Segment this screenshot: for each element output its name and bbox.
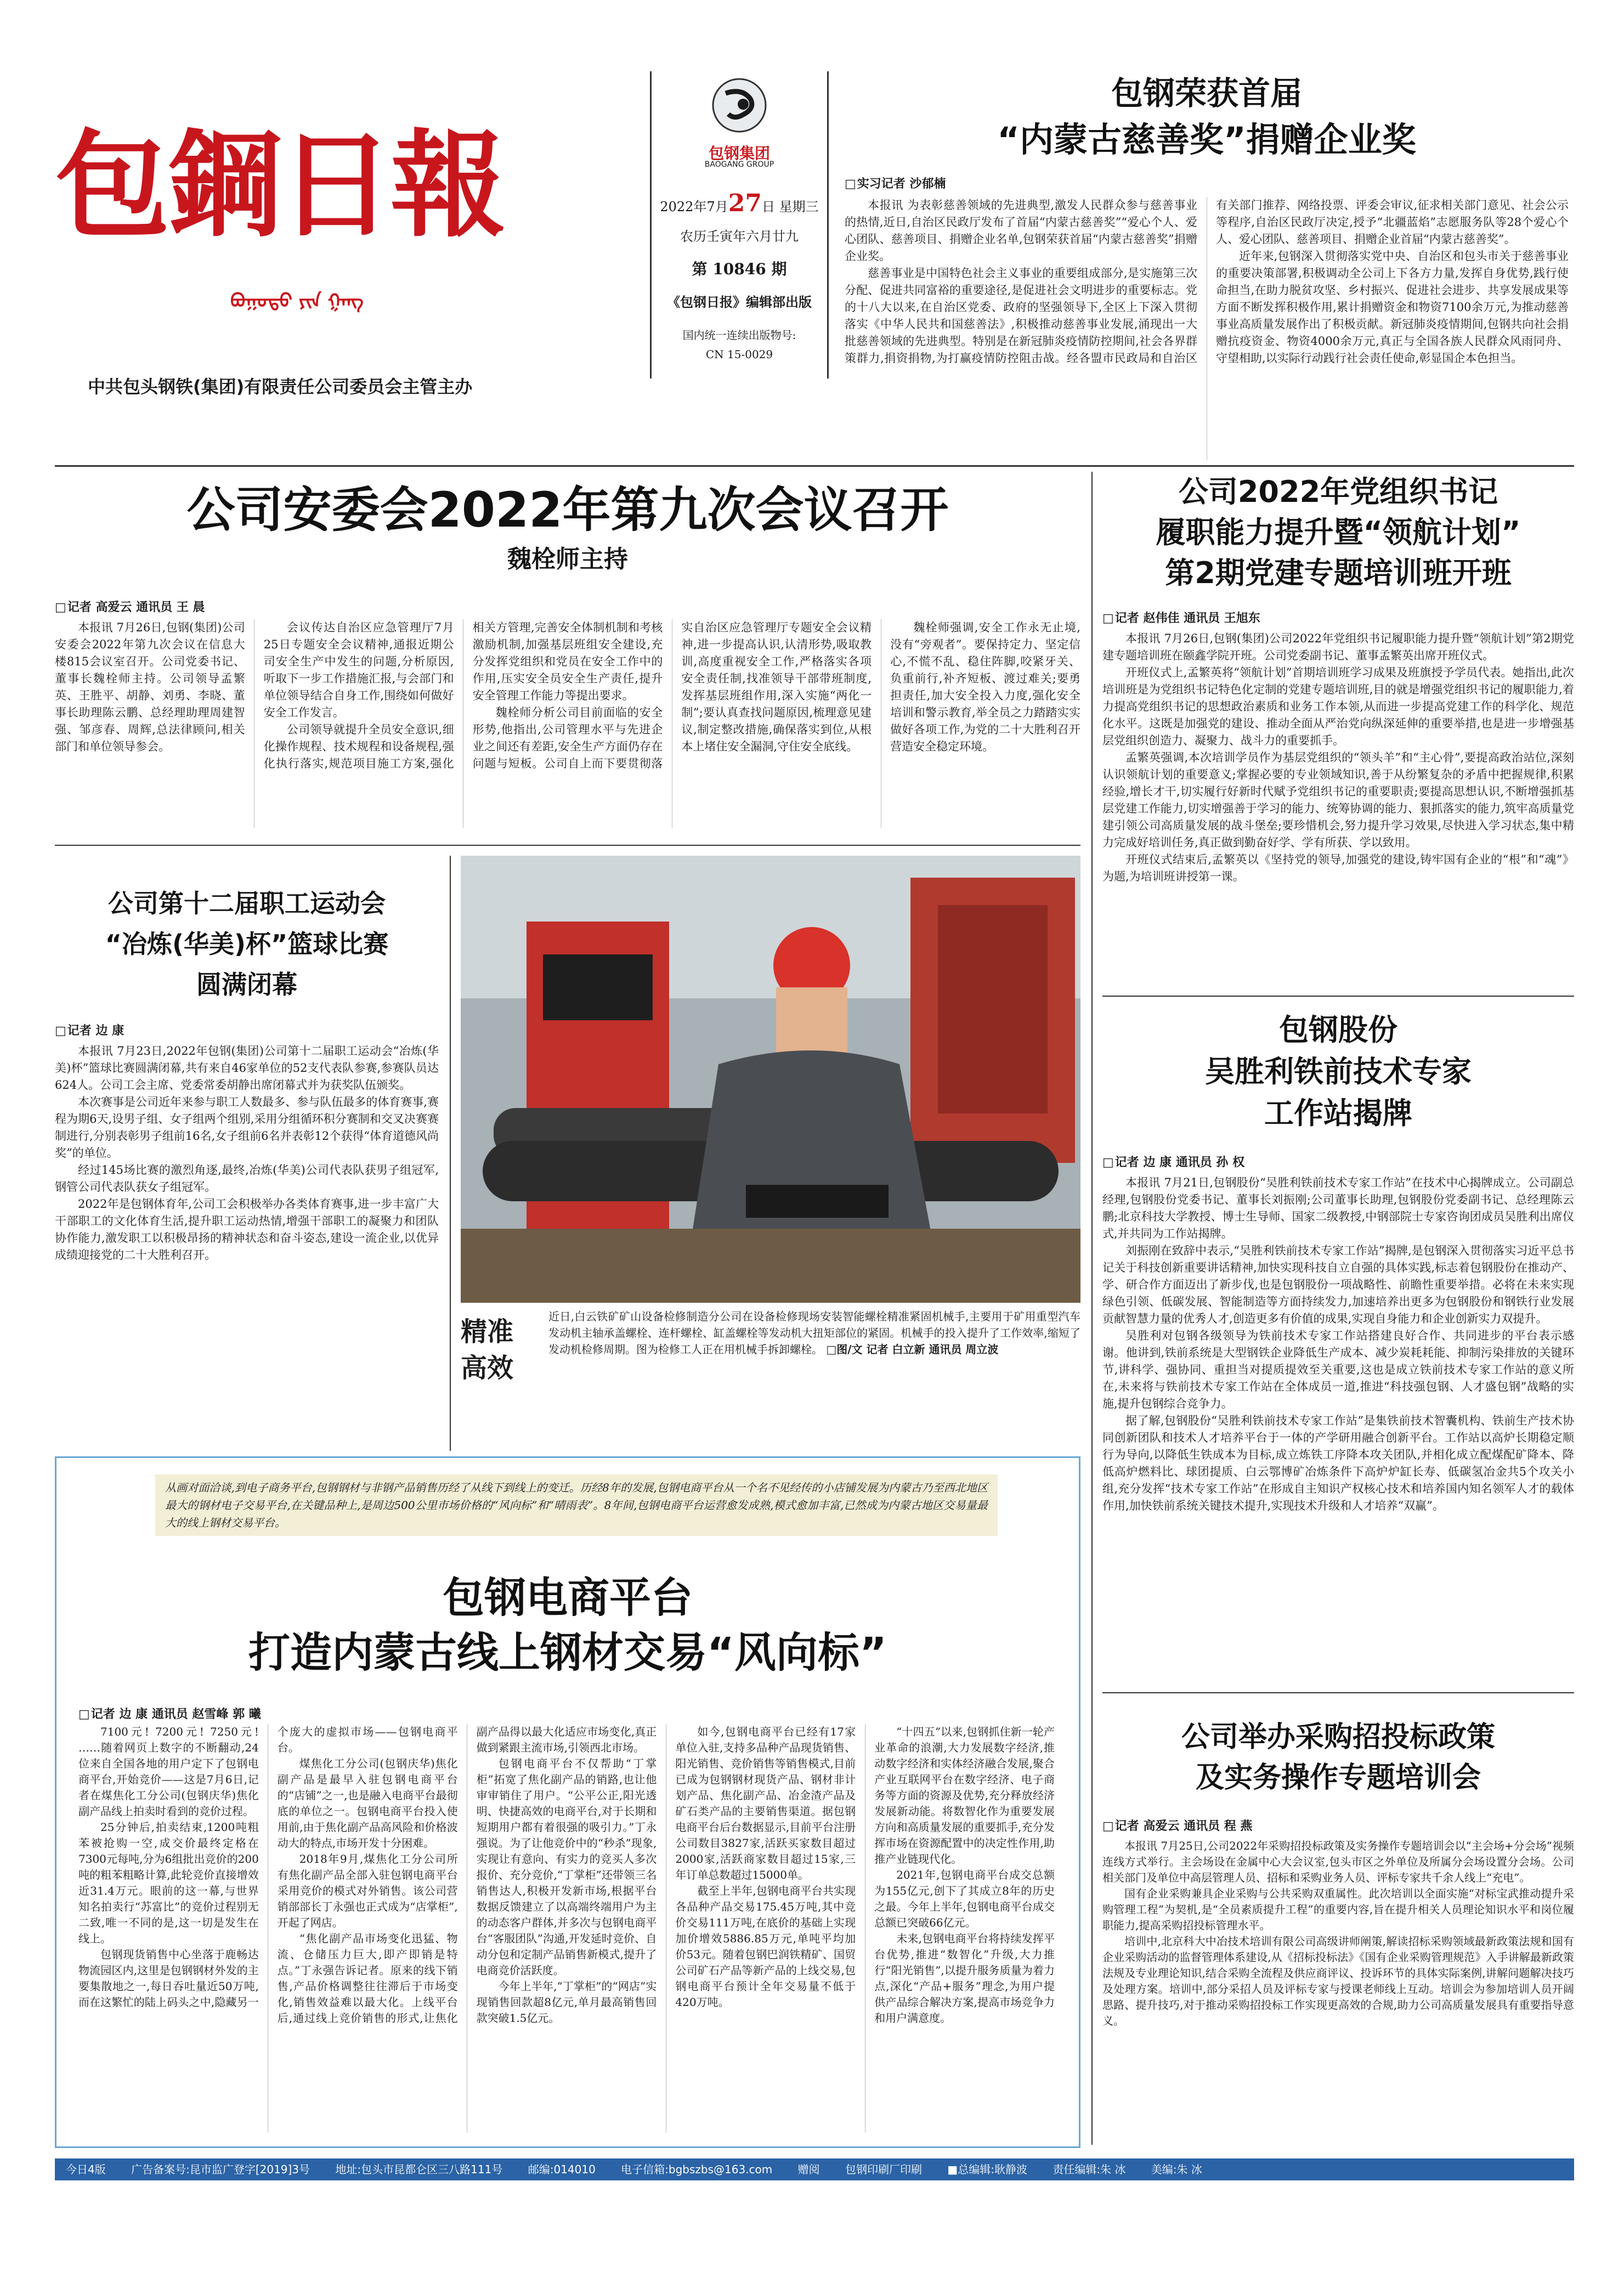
photo-caption-text: 近日,白云铁矿矿山设备检修制造分公司在设备检修现场安装智能螺栓精准紧固机械手,主要用于矿用重型汽车发动机主轴承盖螺栓、连杆螺栓、缸盖螺栓等发动机大扭矩部位的紧固。机械手的投入提升了工作效率,缩短了发动机检修周期。图为检修工人正在用机械手拆卸螺栓。 <box>548 1310 1080 1356</box>
basketball-paragraph: 本报讯 7月23日,2022年包钢(集团)公司第十二届职工运动会“冶炼(华美)杯”篮球比赛圆满闭幕,共有来自46家单位的52支代表队参赛,参赛队员达624人。公司工会主席、党委常委胡静出席闭幕式并为获奖队伍颁奖。 <box>55 1044 439 1092</box>
article-party <box>1102 472 1574 993</box>
training-paragraph: 本报讯 7月25日,公司2022年采购招投标政策及实务操作专题培训会以“主会场+分会场”视频连线方式举行。主会场设在金属中心大会议室,包头市区之外单位及所属分会场设置分会场。公司相关部门及单位中高层管理人员、招标和采购业务人员、评标专家共千余人线上“充电”。 <box>1102 1839 1574 1884</box>
charity-paragraph: 本报讯 为表彰慈善领域的先进典型,激发人民群众参与慈善事业的热情,近日,自治区民政厅发布了首届“内蒙古慈善奖”“爱心个人、爱心团队、慈善项目、捐赠企业名单,包钢荣获首届“内蒙古慈善奖”捐赠企业奖。 <box>845 199 1197 263</box>
charity-paragraph: 慈善事业是中国特色社会主义事业的重要组成部分,是实施第三次分配、促进共同富裕的重要途径,是促进社会文明进步的重要标志。党的十八大以来,在自治区党委、政府的坚强领导下,全区上下深入贯彻落实《中华人民共和国慈善法》,积极推动慈善事业发展,涌现出一大批慈善领域的先进典型。特别是在新冠肺炎疫情防控期间,社会各界群策群力,捐资捐物,为打赢疫情防控阻击战。经各盟市民政局和自治区有关部门推荐、网络投票、评委会审议,征求相关部门意见、社会公示等程序,自治区民政厅决定,授予“北疆蓝焰”志愿服务队等28个爱心个人、爱心团队、慈善项目、捐赠企业首届“内蒙古慈善奖”。 <box>845 199 1569 365</box>
divider <box>55 845 1080 846</box>
column-divider <box>450 856 451 1451</box>
article-training <box>1102 1717 1574 2145</box>
party-title-1: 公司2022年党组织书记 <box>1178 474 1498 509</box>
party-paragraph: 本报讯 7月26日,包钢(集团)公司2022年党组织书记履职能力提升暨“领航计划”第2期党建专题培训班在颐鑫学院开班。公司党委副书记、董事孟繁英出席开班仪式。 <box>1102 632 1574 662</box>
ecommerce-byline: □ 记者 边 康 通讯员 赵雪峰 郭 曦 <box>78 1705 261 1722</box>
footer-art-editor: 美编:朱 冰 <box>1151 2163 1202 2176</box>
training-paragraph: 国有企业采购兼具企业采购与公共采购双重属性。此次培训以全面实施“对标宝武推动提升采购管理工程”为契机,是“全员素质提升工程”的重要内容,旨在提升相关人员理论知识水平和岗位履职能力,提高采购招投标管理水平。 <box>1102 1887 1574 1932</box>
safety-subtitle: 魏栓师主持 <box>507 545 628 573</box>
footer-gift: 赠阅 <box>797 2163 820 2176</box>
footer-bar <box>55 2158 1574 2180</box>
publisher: 《包钢日报》编辑部出版 <box>667 294 812 310</box>
ecommerce-paragraph: “焦化副产品市场变化迅猛、物流、仓储压力巨大,即产即销是特点。”丁永强告诉记者。原来的线下销售,产品价格调整往往滞后于市场变化,销售效益难以最大化。上线平台后,通过线上竞价销售的形式,让焦化副产品得以最大化适应市场变化,真正做到紧跟主流市场,引领西北市场。 <box>277 1725 657 2025</box>
issue-info-box <box>650 71 829 378</box>
ecommerce-paragraph: 25分钟后,拍卖结束,1200吨粗苯被抢购一空,成交价最终定格在7300元每吨,分为6组批出竞价的200吨的粗苯粗略计算,此轮竞价直接增效近31.4万元。眼前的这一幕,与世界知名拍卖行“苏富比”的竞价过程别无二致,唯一不同的是,这一切是发生在线上。 <box>78 1821 259 1945</box>
expert-paragraph: 本报讯 7月21日,包钢股份“吴胜利铁前技术专家工作站”在技术中心揭牌成立。公司副总经理,包钢股份党委书记、董事长刘振刚;公司董事长助理,包钢股份党委副书记、总经理陈云鹏;北京科技大学教授、博士生导师、国家二级教授,中钢部院士专家咨询团成员吴胜利出席仪式,并共同为工作站揭牌。 <box>1102 1176 1574 1240</box>
basketball-title-3: 圆满闭幕 <box>196 970 297 999</box>
safety-paragraph: 魏栓师分析公司目前面临的安全形势,他指出,公司管理水平与先进企业之间还有差距,安全生产方面仍存在问题与短板。公司自上而下要贯彻落实自治区应急管理厅专题安全会议精神,进一步提高认识,认清形势,吸取教训,高度重视安全工作,严格落实各项安全责任制,找准领导干部带班制度,发挥基层班组作用,深入实施“两化一制”;要认真查找问题原因,梳理意见建议,制定整改措施,确保落实到位,从根本上堵住安全漏洞,守住安全底线。 <box>472 621 872 770</box>
date-month: 2022年7月 <box>660 199 728 214</box>
safety-paragraph: 会议传达自治区应急管理厅7月25日专题安全会议精神,通报近期公司安全生产中发生的问题,分析原因,听取下一步工作措施汇报,与会部门和单位领导结合自身工作,围绕如何做好安全工作发言。 <box>263 621 454 719</box>
ecommerce-paragraph: 包钢电商平台不仅帮助“丁掌柜”拓宽了焦化副产品的销路,也让他审审销住了用户。“公平公正,阳光透明、快捷高效的电商平台,对于长期和短期用户都有着很强的吸引力。”丁永强说。为了让他竞价中的“秒杀”现象,实现让有意向、有实力的竞买人多次报价、充分竞价,“丁掌柜”还带领三名销售达人,积极开发新市场,根据平台数据反馈建立了以高端终端用户为主的动态客户群体,并多次与包钢电商平台“客服团队”沟通,开发延时竞价、自动分包和定制产品销售新模式,提升了电商竞价活跃度。 <box>476 1757 657 1977</box>
baogang-logo-icon <box>704 77 775 137</box>
footer-editor: 责任编辑:朱 冰 <box>1053 2163 1126 2176</box>
party-paragraph: 孟繁英强调,本次培训学员作为基层党组织的“领头羊”和“主心骨”,要提高政治站位,深刻认识领航计划的重要意义;掌握必要的专业领域知识,善于从纷繁复杂的矛盾中把握规律,积累经验,增长才干,切实履行好新时代赋予党组织书记的重要职责;要提高思想认识,不断增强抓基层党建工作能力,切实增强善于学习的能力、统筹协调的能力、狠抓落实的能力,筑牢高质量党建引领公司高质量发展的战斗堡垒;要珍惜机会,努力提升学习效果,尽快进入学习状态,集中精力完成好培训任务,真正做到勤奋好学、学有所获、学以致用。 <box>1102 751 1574 849</box>
divider <box>55 465 1574 467</box>
ecommerce-title-1: 包钢电商平台 <box>443 1573 693 1622</box>
party-title-2: 履职能力提升暨“领航计划” <box>1156 515 1521 550</box>
expert-paragraph: 据了解,包钢股份“吴胜利铁前技术专家工作站”是集铁前技术智囊机构、铁前生产技术协同创新团队和技术人才培养平台于一体的产学研用融合创新平台。工作站以高炉长期稳定顺行为导向,以降低生铁成本为目标,成立炼铁工序降本攻关团队,并相化成立配煤配矿降本、降低高炉燃料比、球团提质、白云鄂博矿冶炼条件下高炉炉缸长寿、低碳氢冶金共5个攻关小组,充分发挥“技术专家工作站”在形成自主知识产权核心技术和培养国内知名领军人才的载体作用,加快铁前系统关键技术提升,实现技术升级和人才培养“双赢”。 <box>1102 1414 1574 1512</box>
charity-paragraph: 近年来,包钢深入贯彻落实党中央、自治区和包头市关于慈善事业的重要决策部署,积极调动全公司上下各方力量,发挥自身优势,践行使命担当,在助力脱贫攻坚、乡村振兴、促进社会进步、共享发展成果等方面不断发挥积极作用,累计捐赠资金和物资7100余万元,为推动慈善事业高质量发展作出了积极贡献。新冠肺炎疫情期间,包钢共向社会捐赠抗疫资金、物资4000余万元,真正与全国各族人民群众风雨同舟、守望相助,以实际行动践行社会责任使命,彰显国企本色担当。 <box>1216 250 1569 365</box>
issue-number: 第 10846 期 <box>692 260 787 278</box>
photo-credit: □图/文 记者 白立新 通讯员 周立波 <box>826 1343 999 1356</box>
training-paragraph: 培训中,北京科大中冶技术培训有限公司高级讲师阐策,解读招标采购领域最新政策法规和国有企业采购活动的监督管理体系建设,从《招标投标法》《国有企业采购管理规范》入手讲解最新政策法规及专业理论知识,结合采购全流程及供应商评议、投诉环节的具体实际案例,讲解问题解决技巧及处理方案。培训中,部分采招人员及评标专家与授课老师线上互动。培训会为参加培训人员开阔思路、提升技巧,对于推动采购招投标工作实现更高效的合规,助力公司高质量发展具有重要指导意义。 <box>1102 1935 1574 2027</box>
basketball-paragraph: 本次赛事是公司近年来参与职工人数最多、参与队伍最多的体育赛事,赛程为期6天,设男子组、女子组两个组别,采用分组循环积分赛制和交叉决赛赛制进行,分别表彰男子组前16名,女子组前6名并表彰12个获得“体育道德风尚奖”的单位。 <box>55 1095 439 1160</box>
party-body <box>1102 630 1574 885</box>
safety-paragraph: 本报讯 7月26日,包钢(集团)公司安委会2022年第九次会议在信息大楼815会议室召开。公司党委书记、董事长魏栓师主持。公司领导孟繁英、王胜平、胡静、刘勇、李晓、董事长助理陈云鹏、总经理助理周建智强、邹彦春、周辉,总法律顾问,相关部门和单位领导参会。 <box>55 621 245 753</box>
ecommerce-paragraph: 截至上半年,包钢电商平台共实现各品种产品交易175.45万吨,其中竞价交易111万吨,在底价的基础上实现加价增效5886.85万元,单吨平均加价53元。随着包钢巴润铁精矿、国贸公司矿石产品等新产品的上线交易,包钢电商平台预计全年交易量不低于420万吨。 <box>675 1884 856 2009</box>
party-paragraph: 开班仪式上,孟繁英将“领航计划”首期培训班学习成果及班旗授予学员代表。她指出,此次培训班是为党组织书记特色化定制的党建专题培训班,目的就是增强党组织书记的履职能力,着力提高党组织书记的思想政治素质和业务工作本领,从而进一步提高党建工作的科学化、规范化水平。这既是加强党的建设、推动全面从严治党向纵深延伸的重要举措,也是进一步增强基层党组织创造力、凝聚力、战斗力的重要抓手。 <box>1102 666 1574 747</box>
party-byline: □ 记者 赵伟佳 通讯员 王旭东 <box>1102 609 1574 626</box>
ecommerce-paragraph: 如今,包钢电商平台已经有17家单位入驻,支持多品种产品现货销售、阳光销售、竞价销售等销售模式,目前已成为包钢钢材现货产品、钢材非计划产品、焦化副产品、冶金渣产品及矿石类产品的主要销售渠道。据包钢电商平台后台数据显示,目前平台注册公司数目3827家,活跃买家数目超过2000家,活跃商家数目超过15家,三年订单总数超过15000单。 <box>675 1725 856 1881</box>
cn-number: CN 15-0029 <box>705 348 773 361</box>
training-title-2: 及实务操作专题培训会 <box>1195 1761 1481 1794</box>
basketball-body <box>55 1043 439 1264</box>
ecommerce-body <box>78 1724 1055 2133</box>
ecommerce-paragraph: 7100元! 7200元! 7250元! ……随着网页上数字的不断翻动,24位来自全国各地的用户定下了包钢电商平台,开始竞价——这是7月6日,记者在煤焦化工分公司(包钢庆华)焦化副产品线上拍卖时看到的竞价过程。 <box>78 1725 259 1818</box>
ecommerce-paragraph: 包钢现货销售中心坐落于鹿畅达物流园区内,这里是包钢钢材外发的主要集散地之一,每日吞吐量近50万吨,而在这繁忙的陆上码头之中,隐藏另一个庞大的虚拟市场——包钢电商平台。 <box>78 1725 458 2009</box>
expert-byline: □ 记者 边 康 通讯员 孙 权 <box>1102 1153 1574 1170</box>
lunar-date: 农历壬寅年六月廿九 <box>680 229 799 244</box>
expert-paragraph: 吴胜利对包钢各级领导为铁前技术专家工作站搭建良好合作、共同进步的平台表示感谢。他讲到,铁前系统是大型钢铁企业降低生产成本、减少炭耗耗能、抑制污染排放的关键环节,讲科学、强协同、重担当对提质提效至关重要,这也是成立铁前技术专家工作站的意义所在,未来将与铁前技术专家工作站在全体成员一道,推进“科技强包钢、人才盛包钢”战略的实施,提升包钢综合竞争力。 <box>1102 1329 1574 1410</box>
article-charity <box>845 71 1569 455</box>
footer-chief-editor: ■总编辑:耿静波 <box>947 2163 1027 2176</box>
newspaper-title: 包鋼日報 <box>55 117 503 253</box>
footer-ad-license: 广告备案号:昆市监广登字[2019]3号 <box>131 2163 310 2176</box>
ecommerce-title-2: 打造内蒙古线上钢材交易“风向标” <box>248 1628 887 1677</box>
basketball-paragraph: 2022年是包钢体育年,公司工会积极举办各类体育赛事,进一步丰富广大干部职工的文化体育生活,提升职工运动热情,增强干部职工的凝聚力和团队协作能力,激发职工以积极昂扬的精神状态和奋斗姿态,建设一流企业,以优异成绩迎接党的二十大胜利召开。 <box>55 1197 439 1262</box>
masthead <box>55 82 647 466</box>
photo-title-text: 精准高效 <box>461 1316 514 1383</box>
safety-body <box>55 619 1080 828</box>
expert-title-2: 吴胜利铁前技术专家 <box>1205 1054 1472 1089</box>
article-ecommerce <box>55 1456 1080 2148</box>
training-byline: □ 记者 高爱云 通讯员 程 燕 <box>1102 1817 1574 1834</box>
article-expert <box>1102 1009 1574 1684</box>
basketball-title-1: 公司第十二届职工运动会 <box>108 889 386 918</box>
cn-label: 国内统一连续出版物号: <box>682 329 796 342</box>
training-body <box>1102 1838 1574 2029</box>
expert-title-3: 工作站揭牌 <box>1264 1096 1412 1131</box>
footer-postcode: 邮编:014010 <box>528 2163 596 2176</box>
divider <box>1102 1692 1574 1693</box>
group-logo-en: BAOGANG GROUP <box>704 160 774 169</box>
safety-title: 公司安委会2022年第九次会议召开 <box>186 482 949 538</box>
photo-title <box>461 1314 543 1423</box>
ecommerce-lead <box>155 1474 998 1536</box>
expert-body <box>1102 1174 1574 1514</box>
safety-paragraph: 魏栓师强调,安全工作永无止境,没有“旁观者”。要保持定力、坚定信心,不慌不乱、稳住阵脚,咬紧牙关、负重前行,补齐短板、渡过难关;要勇担责任,加大安全投入力度,强化安全培训和警示教育,举全员之力踏踏实实做好各项工作,为党的二十大胜利召开营造安全稳定环境。 <box>890 621 1080 753</box>
footer-pages: 今日4版 <box>66 2163 106 2176</box>
divider <box>1102 996 1574 997</box>
date-weekday: 日 星期三 <box>761 199 819 214</box>
column-divider <box>1091 472 1093 2145</box>
ecommerce-paragraph: 煤焦化工分公司(包钢庆华)焦化副产品是最早入驻包钢电商平台的“店铺”之一,也是融入电商平台最彻底的单位之一。包钢电商平台投入使用前,由于焦化副产品高风险和价格波动大的特点,市场开发十分困难。 <box>277 1757 458 1850</box>
worker-photo-illustration <box>461 856 1080 1303</box>
training-title-1: 公司举办采购招投标政策 <box>1181 1721 1495 1754</box>
date-day: 27 <box>728 189 762 217</box>
group-logo-text: 包钢集团 <box>708 144 770 162</box>
ecommerce-paragraph: 今年上半年,“丁掌柜”的“网店”实现销售回款超8亿元,单月最高销售回款突破1.5亿元。 <box>476 1980 657 2025</box>
issue-date <box>652 189 827 218</box>
photo-caption <box>548 1308 1080 1358</box>
footer-printer: 包钢印刷厂印刷 <box>845 2163 922 2176</box>
article-safety <box>55 477 1080 834</box>
ecommerce-paragraph: “十四五”以来,包钢抓住新一轮产业革命的浪潮,大力发展数字经济,推动数字经济和实体经济融合发展,聚合产业互联网平台在数字经济、电子商务等方面的资源及优势,充分释放经济发展新动能。将数智化作为重要发展方向和高质量发展的重要抓手,充分发挥市场在资源配置中的决定性作用,助推产业链现代化。 <box>874 1725 1055 1866</box>
charity-byline: □ 实习记者 沙郁楠 <box>845 174 1569 191</box>
charity-body <box>845 197 1569 460</box>
expert-paragraph: 刘振刚在致辞中表示,“吴胜利铁前技术专家工作站”揭牌,是包钢深入贯彻落实习近平总书记关于科技创新重要讲话精神,加快实现科技自立自强的具体实践,标志着包钢股份在推动产、学、研合作方面迈出了新步伐,也是包钢股份一项战略性、前瞻性重要举措。必将在未来实现绿色引领、低碳发展、智能制造等方面持续发力,加速培养出更多为包钢股份和钢铁行业发展贡献智慧力量的优秀人才,创造更多有价值的成果,实现自身能力和企业创新实力双提升。 <box>1102 1244 1574 1325</box>
ecommerce-paragraph: 未来,包钢电商平台将持续发挥平台优势,推进“数智化”升级,大力推行“阳光销售”,以提升服务质量为着力点,深化“产品+服务”理念,为用户提供产品综合解决方案,提高市场竞争力和用户满意度。 <box>874 1932 1055 2025</box>
footer-email: 电子信箱:bgbszbs@163.com <box>621 2163 773 2176</box>
sponsor-line: 中共包头钢铁(集团)有限责任公司委员会主管主办 <box>88 376 473 397</box>
basketball-title-2: “冶炼(华美)杯”篮球比赛 <box>105 929 389 959</box>
safety-byline: □ 记者 高爱云 通讯员 王 晨 <box>55 598 1080 615</box>
ecommerce-lead-text: 从画对面洽谈,到电子商务平台,包钢钢材与非钢产品销售历经了从线下到线上的变迁。历经8年的发展,包钢电商平台从一个名不见经传的小店铺发展为内蒙古乃至西北地区最大的钢材电子交易平台,在关键品种上,是周边500公里市场价格的“风向标”和“晴雨表”。8年间,包钢电商平台运营愈发成熟,模式愈加丰富,已然成为内蒙古地区交易量最大的线上钢材交易平台。 <box>165 1481 988 1529</box>
group-logo <box>704 77 775 137</box>
safety-paragraph: 公司领导就提升全员安全意识,细化操作规程、技术规程和设备规程,强化执行落实,规范项目施工方案,强化相关方管理,完善安全体制机制和考核激励机制,加强基层班组安全建设,充分发挥党组织和党员在安全工作中的作用,压实安全员安全生产责任,提升安全管理工作能力等提出要求。 <box>263 621 663 770</box>
basketball-paragraph: 经过145场比赛的激烈角逐,最终,冶炼(华美)公司代表队获男子组冠军,钢管公司代表队获女子组冠军。 <box>55 1163 439 1194</box>
party-title-3: 第2期党建专题培训班开班 <box>1165 556 1512 590</box>
ecommerce-paragraph: 2018年9月,煤焦化工分公司所有焦化副产品全部入驻包钢电商平台采用竞价的模式对外销售。该公司营销部部长丁永强也正式成为“店掌柜”,开起了网店。 <box>277 1852 458 1929</box>
ecommerce-paragraph: 2021年,包钢电商平台成交总额为155亿元,创下了其成立8年的历史之最。今年上半年,包钢电商平台成交总额已突破66亿元。 <box>874 1868 1055 1929</box>
expert-title-1: 包钢股份 <box>1279 1013 1397 1047</box>
charity-title-2: “内蒙古慈善奖”捐赠企业奖 <box>997 120 1416 160</box>
mongolian-title: ᠪᠤᠭᠤᠲᠤ ᠶᠢᠨ ᠭᠠᠩ <box>230 290 364 312</box>
news-photo <box>461 856 1080 1303</box>
party-paragraph: 开班仪式结束后,孟繁英以《坚持党的领导,加强党的建设,铸牢国有企业的“根”和“魂”》为题,为培训班讲授第一课。 <box>1102 853 1574 883</box>
footer-address: 地址:包头市昆都仑区三八路111号 <box>335 2163 503 2176</box>
charity-title-1: 包钢荣获首届 <box>1111 75 1302 112</box>
basketball-byline: □ 记者 边 康 <box>55 1021 439 1038</box>
article-basketball <box>55 883 439 1443</box>
